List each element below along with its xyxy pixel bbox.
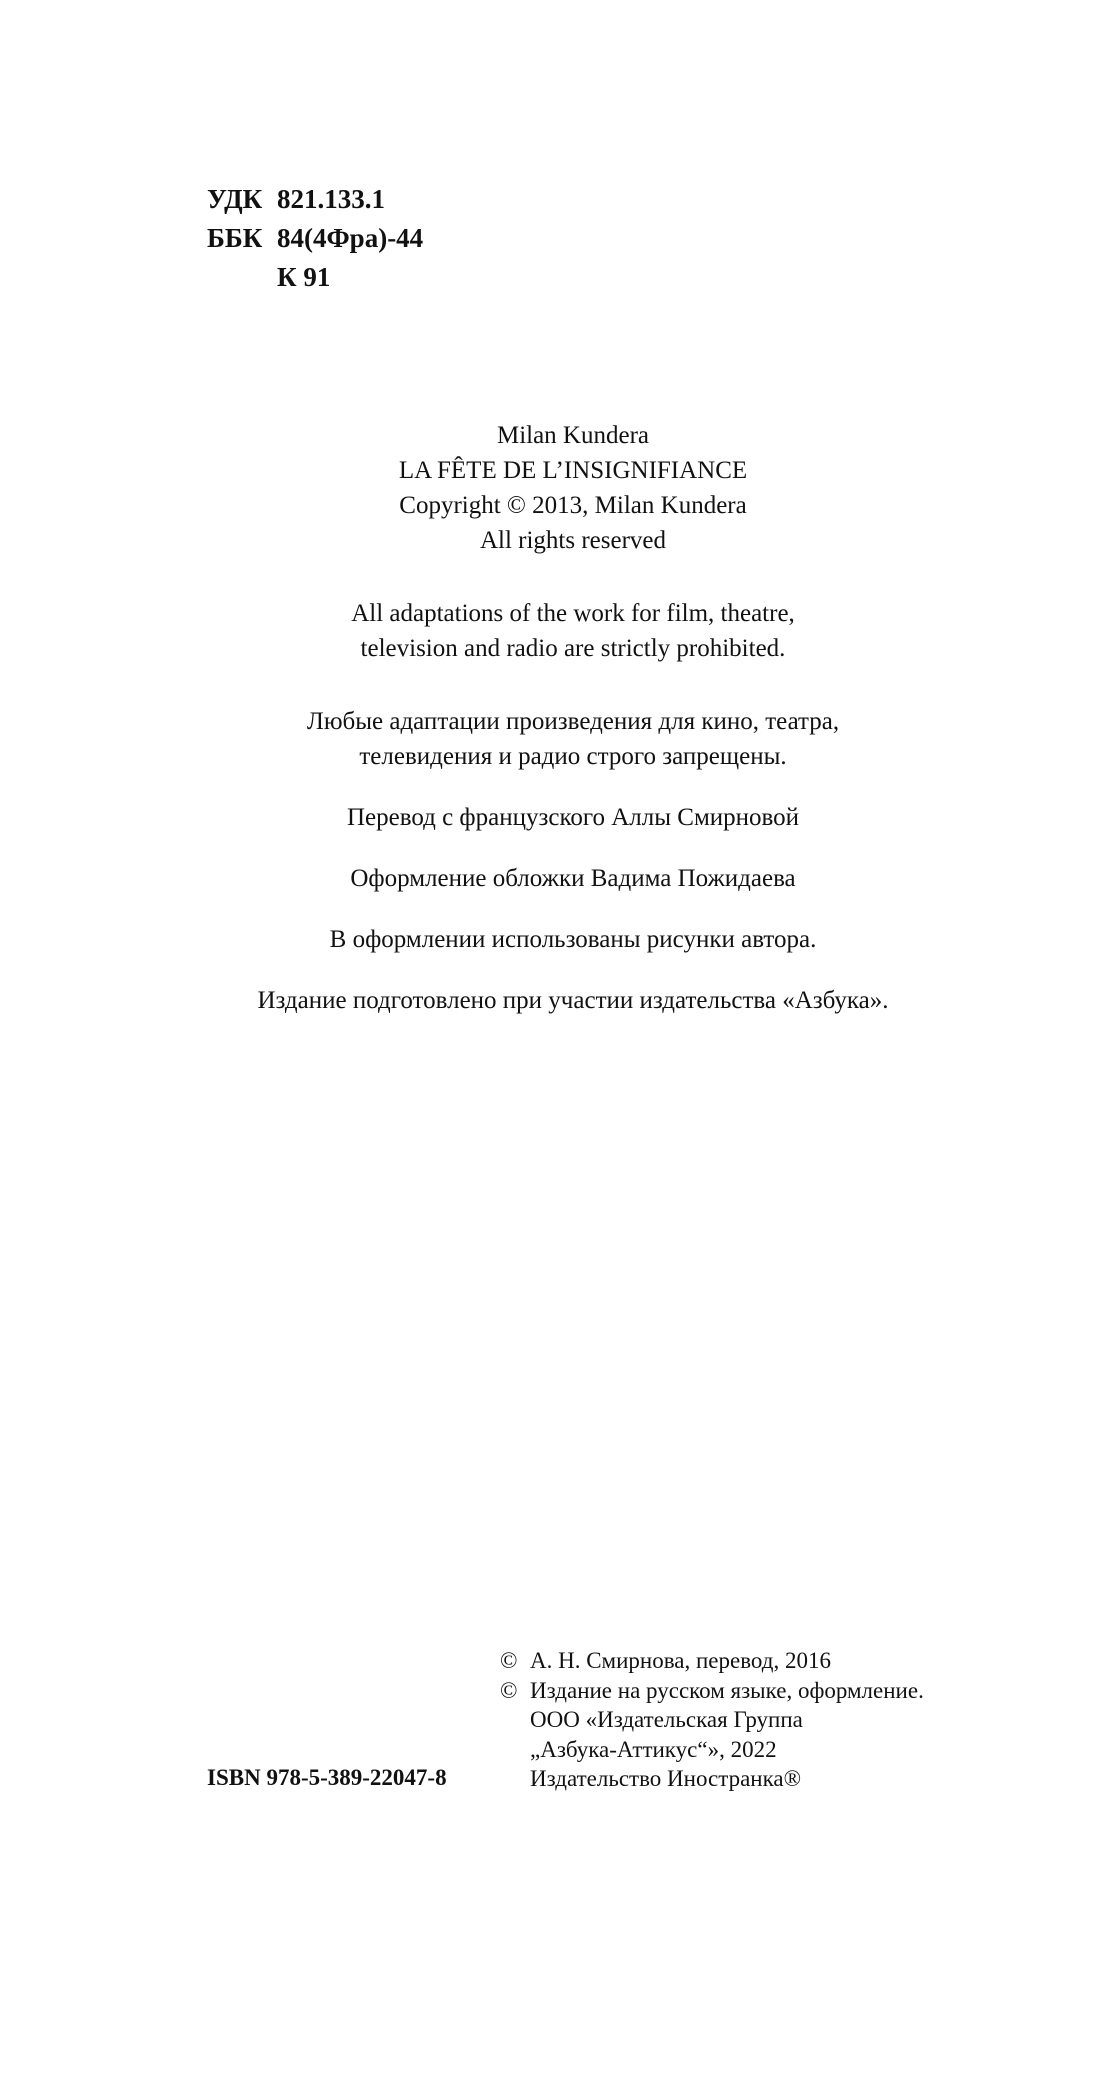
translation-credit: Перевод с французского Аллы Смирновой [346,804,800,831]
imprint-block [500,1646,924,1794]
bbk-value: 84(4Фра)-44 [277,223,424,253]
notice-ru-line-2: телевидения и радио строго запрещены. [359,743,787,770]
original-title: LA FÊTE DE L’INSIGNIFIANCE [398,457,748,484]
original-author: Milan Kundera [496,422,650,449]
author-mark-row [207,258,423,297]
copyright-symbol: © [500,1648,518,1673]
imprint-text: Издание на русском языке, оформление. [530,1677,924,1703]
udc-value: 821.133.1 [277,184,385,214]
edition-note: Издание подготовлено при участии издательства «Азбука». [257,987,889,1014]
imprint-text: ООО «Издательская Группа [530,1707,803,1732]
imprint-line [500,1735,924,1765]
classification-block [207,180,423,297]
bbk-row [207,219,423,258]
illustrations-note: В оформлении использованы рисунки автора. [329,926,817,953]
cover-design-credit: Оформление обложки Вадима Пожидаева [350,865,796,892]
copyright-block [0,418,1100,1018]
notice-en-line-2: television and radio are strictly prohibited. [360,635,786,662]
imprint-line [500,1764,924,1794]
imprint-line [500,1705,924,1735]
imprint-text: „Азбука-Аттикус“», 2022 [530,1736,777,1762]
bbk-label: ББК [207,223,263,253]
author-mark: К 91 [277,262,331,292]
imprint-line [500,1676,924,1706]
rights-reserved: All rights reserved [479,527,667,554]
copyright-symbol: © [500,1677,518,1703]
original-copyright: Copyright © 2013, Milan Kundera [399,492,747,519]
imprint-text: А. Н. Смирнова, перевод, 2016 [530,1648,831,1673]
imprint-text: Издательство Иностранка® [530,1766,802,1791]
isbn: ISBN 978-5-389-22047-8 [207,1765,447,1790]
notice-ru-line-1: Любые адаптации произведения для кино, театра, [306,708,840,735]
imprint-line [500,1646,924,1676]
udc-label: УДК [207,184,263,214]
udc-row [207,180,423,219]
notice-en-line-1: All adaptations of the work for film, theatre, [351,600,795,627]
